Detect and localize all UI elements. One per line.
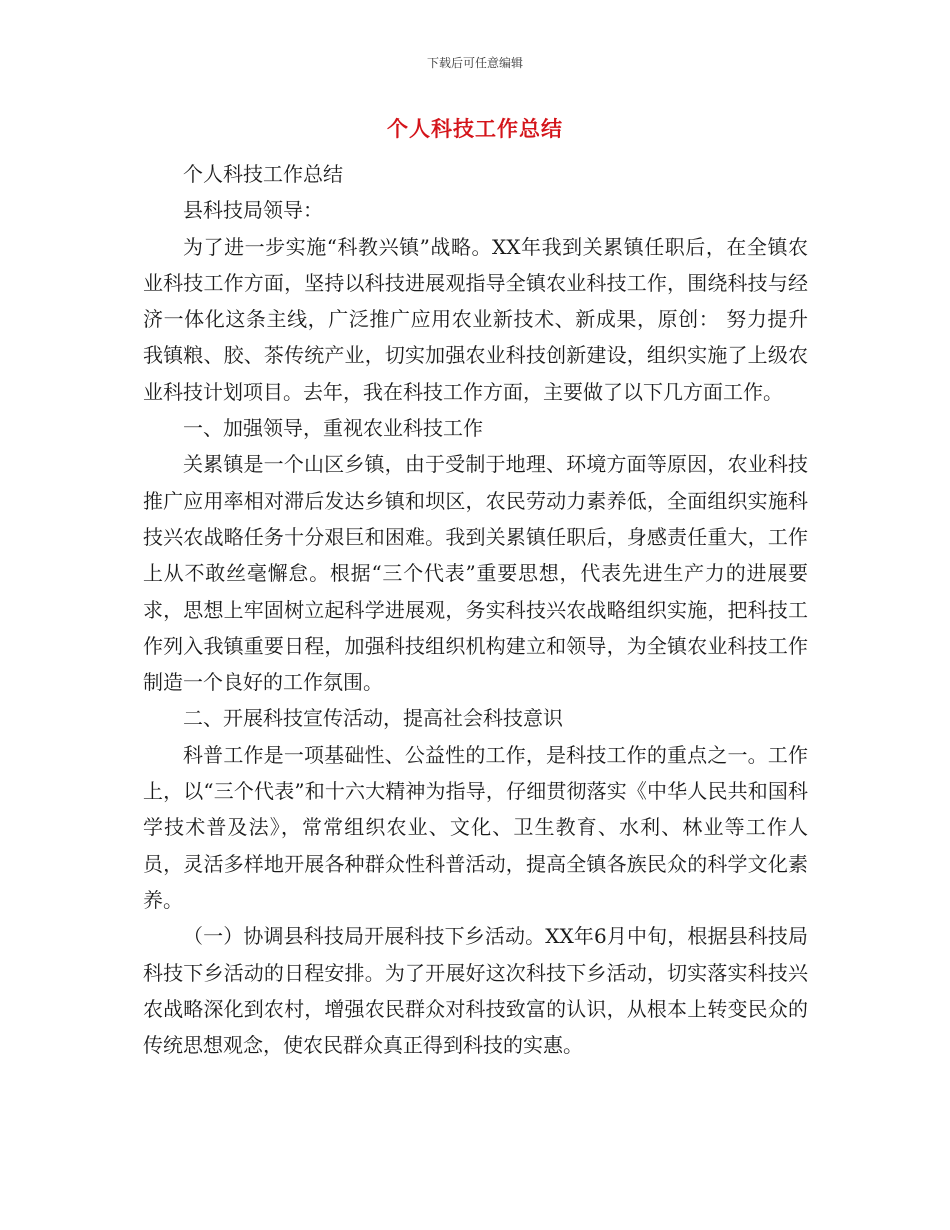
- paragraph-salutation: 县科技局领导：: [183, 198, 323, 223]
- paragraph-intro: 为了进一步实施“科教兴镇”战略。XX年我到关累镇任职后，在全镇农业科技工作方面，坚持以科技进展观指导全镇农业科技工作，围绕科技与经济一体化这条主线，广泛推广应用农业新技术、新成果，原创： 努力提升我镇粮、胶、茶传统产业，切实加强农业科技创新建设，组织实施了上级农业科技计划项目。去年，我在科技工作方面，主要做了以下几方面工作。: [143, 234, 808, 404]
- section-heading-2: 二、开展科技宣传活动，提高社会科技意识: [183, 706, 563, 731]
- paragraph-section-1: 关累镇是一个山区乡镇，由于受制于地理、环境方面等原因，农业科技推广应用率相对滞后发达乡镇和坝区，农民劳动力素养低，全面组织实施科技兴农战略任务十分艰巨和困难。我到关累镇任职后，身感责任重大，工作上从不敢丝毫懈怠。根据“三个代表”重要思想，代表先进生产力的进展要求，思想上牢固树立起科学进展观，务实科技兴农战略组织实施，把科技工作列入我镇重要日程，加强科技组织机构建立和领导，为全镇农业科技工作制造一个良好的工作氛围。: [143, 452, 808, 695]
- paragraph-subtitle: 个人科技工作总结: [183, 162, 343, 186]
- document-title: 个人科技工作总结: [387, 117, 563, 141]
- header-note: 下载后可任意编辑: [426, 56, 523, 70]
- document-body: [143, 156, 808, 1063]
- section-heading-1: 一、加强领导，重视农业科技工作: [183, 416, 483, 441]
- paragraph-subsection-1: （一）协调县科技局开展科技下乡活动。XX年6月中旬，根据县科技局科技下乡活动的日程安排。为了开展好这次科技下乡活动，切实落实科技兴农战略深化到农村，增强农民群众对科技致富的认识，从根本上转变民众的传统思想观念，使农民群众真正得到科技的实惠。: [143, 924, 808, 1058]
- paragraph-section-2: 科普工作是一项基础性、公益性的工作，是科技工作的重点之一。工作上，以“三个代表”和十六大精神为指导，仔细贯彻落实《中华人民共和国科学技术普及法》，常常组织农业、文化、卫生教育、水利、林业等工作人员，灵活多样地开展各种群众性科普活动，提高全镇各族民众的科学文化素养。: [143, 742, 808, 912]
